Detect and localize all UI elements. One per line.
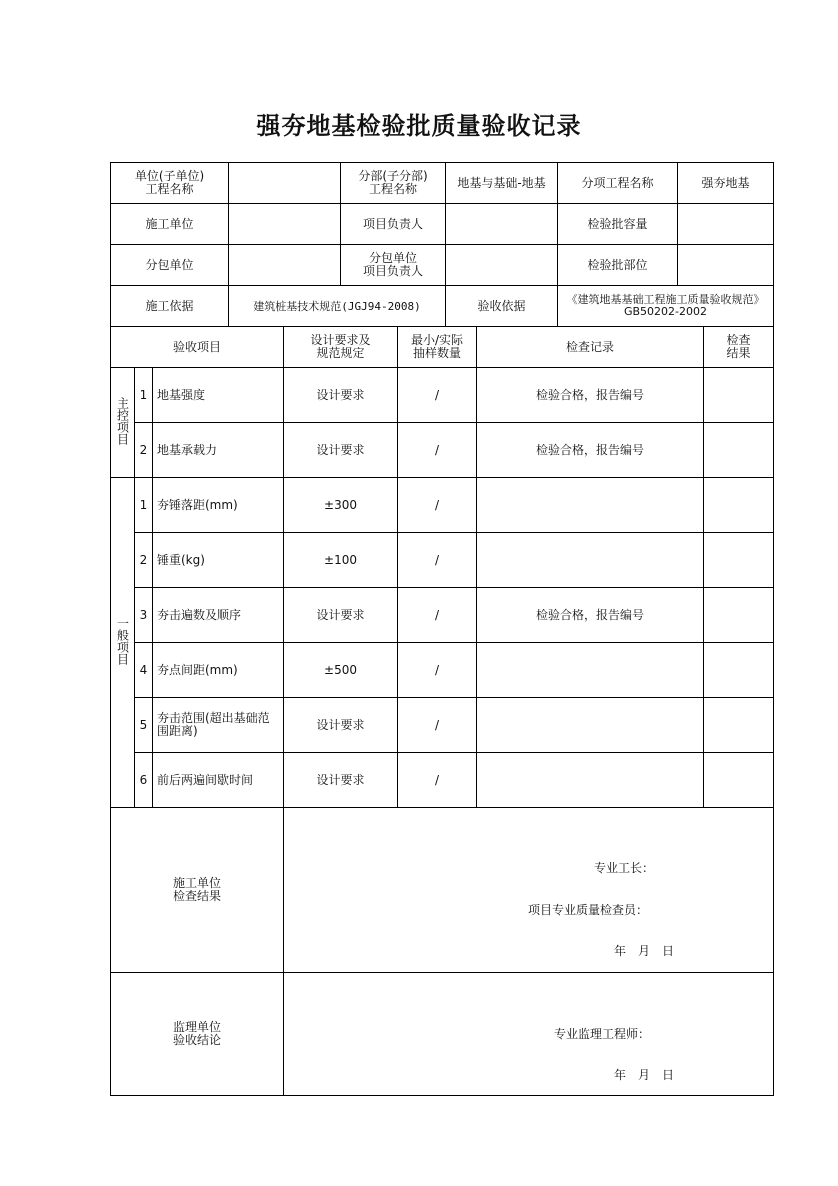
row-sample: /	[398, 478, 477, 533]
header-table	[110, 162, 774, 327]
row-sample: /	[398, 753, 477, 808]
row-record	[477, 753, 704, 808]
row-no: 3	[135, 588, 153, 643]
row-design: 设计要求	[284, 423, 398, 478]
row-record	[477, 478, 704, 533]
row-result	[704, 588, 774, 643]
row-name: 夯击遍数及顺序	[153, 588, 284, 643]
col-record: 检查记录	[477, 327, 704, 368]
sub-pm-label: 分包单位 项目负责人	[341, 245, 446, 286]
row-sample: /	[398, 698, 477, 753]
basis-value: 建筑桩基技术规范(JGJ94-2008)	[229, 286, 446, 327]
capacity-label: 检验批容量	[558, 204, 678, 245]
contractor-label: 施工单位	[111, 204, 229, 245]
table-row	[111, 753, 774, 808]
part-value	[678, 245, 774, 286]
table-row	[111, 588, 774, 643]
foreman-label: 专业工长：	[594, 861, 655, 875]
row-design: 设计要求	[284, 368, 398, 423]
page-title: 强夯地基检验批质量验收记录	[256, 112, 582, 140]
sub-value	[229, 245, 341, 286]
row-result	[704, 478, 774, 533]
accept-label: 验收依据	[446, 286, 558, 327]
row-sample: /	[398, 643, 477, 698]
table-row	[111, 423, 774, 478]
engineer-label: 专业监理工程师：	[554, 1027, 651, 1041]
row-no: 6	[135, 753, 153, 808]
row-record: 检验合格，报告编号	[477, 588, 704, 643]
table-row	[111, 478, 774, 533]
row-name: 夯点间距(mm)	[153, 643, 284, 698]
row-result	[704, 368, 774, 423]
part-label: 检验批部位	[558, 245, 678, 286]
row-no: 5	[135, 698, 153, 753]
row-no: 4	[135, 643, 153, 698]
sub-label: 分包单位	[111, 245, 229, 286]
subdiv-label: 分部(子分部) 工程名称	[341, 163, 446, 204]
construction-date: 年 月 日	[614, 944, 675, 958]
table-row	[111, 368, 774, 423]
row-design: 设计要求	[284, 753, 398, 808]
inspection-table	[110, 326, 774, 1096]
row-sample: /	[398, 588, 477, 643]
row-record: 检验合格，报告编号	[477, 423, 704, 478]
contractor-value	[229, 204, 341, 245]
supervision-date: 年 月 日	[614, 1068, 675, 1082]
sub-pm-value	[446, 245, 558, 286]
table-row	[111, 643, 774, 698]
supervision-area	[284, 973, 774, 1096]
capacity-value	[678, 204, 774, 245]
row-name: 夯击范围(超出基础范围距离)	[153, 698, 284, 753]
basis-label: 施工依据	[111, 286, 229, 327]
row-design: ±500	[284, 643, 398, 698]
main-group-label: 主控项目	[111, 368, 135, 478]
row-record	[477, 698, 704, 753]
row-name: 地基承载力	[153, 423, 284, 478]
row-design: 设计要求	[284, 588, 398, 643]
inspector-label: 项目专业质量检查员：	[528, 903, 649, 917]
construction-check-area	[284, 808, 774, 973]
row-name: 前后两遍间歇时间	[153, 753, 284, 808]
col-result: 检查 结果	[704, 327, 774, 368]
row-no: 1	[135, 478, 153, 533]
row-record	[477, 643, 704, 698]
pm-value	[446, 204, 558, 245]
row-name: 夯锤落距(mm)	[153, 478, 284, 533]
row-result	[704, 533, 774, 588]
supervision-label: 监理单位 验收结论	[111, 973, 284, 1096]
construction-check-label: 施工单位 检查结果	[111, 808, 284, 973]
row-name: 地基强度	[153, 368, 284, 423]
row-sample: /	[398, 368, 477, 423]
table-row	[111, 533, 774, 588]
row-no: 1	[135, 368, 153, 423]
col-sample: 最小/实际 抽样数量	[398, 327, 477, 368]
general-group-label: 一般项目	[111, 478, 135, 808]
row-sample: /	[398, 423, 477, 478]
construction-check-row	[111, 808, 774, 973]
row-result	[704, 643, 774, 698]
col-design: 设计要求及 规范规定	[284, 327, 398, 368]
row-no: 2	[135, 533, 153, 588]
supervision-row	[111, 973, 774, 1096]
row-record: 检验合格，报告编号	[477, 368, 704, 423]
item-label: 分项工程名称	[558, 163, 678, 204]
row-record	[477, 533, 704, 588]
accept-value: 《建筑地基基础工程施工质量验收规范》GB50202-2002	[558, 286, 774, 327]
table-row	[111, 698, 774, 753]
row-sample: /	[398, 533, 477, 588]
item-value: 强夯地基	[678, 163, 774, 204]
row-design: 设计要求	[284, 698, 398, 753]
row-design: ±300	[284, 478, 398, 533]
row-result	[704, 698, 774, 753]
row-result	[704, 753, 774, 808]
col-item: 验收项目	[111, 327, 284, 368]
unit-label: 单位(子单位) 工程名称	[111, 163, 229, 204]
row-result	[704, 423, 774, 478]
pm-label: 项目负责人	[341, 204, 446, 245]
row-name: 锤重(kg)	[153, 533, 284, 588]
unit-value	[229, 163, 341, 204]
row-design: ±100	[284, 533, 398, 588]
row-no: 2	[135, 423, 153, 478]
subdiv-value: 地基与基础-地基	[446, 163, 558, 204]
